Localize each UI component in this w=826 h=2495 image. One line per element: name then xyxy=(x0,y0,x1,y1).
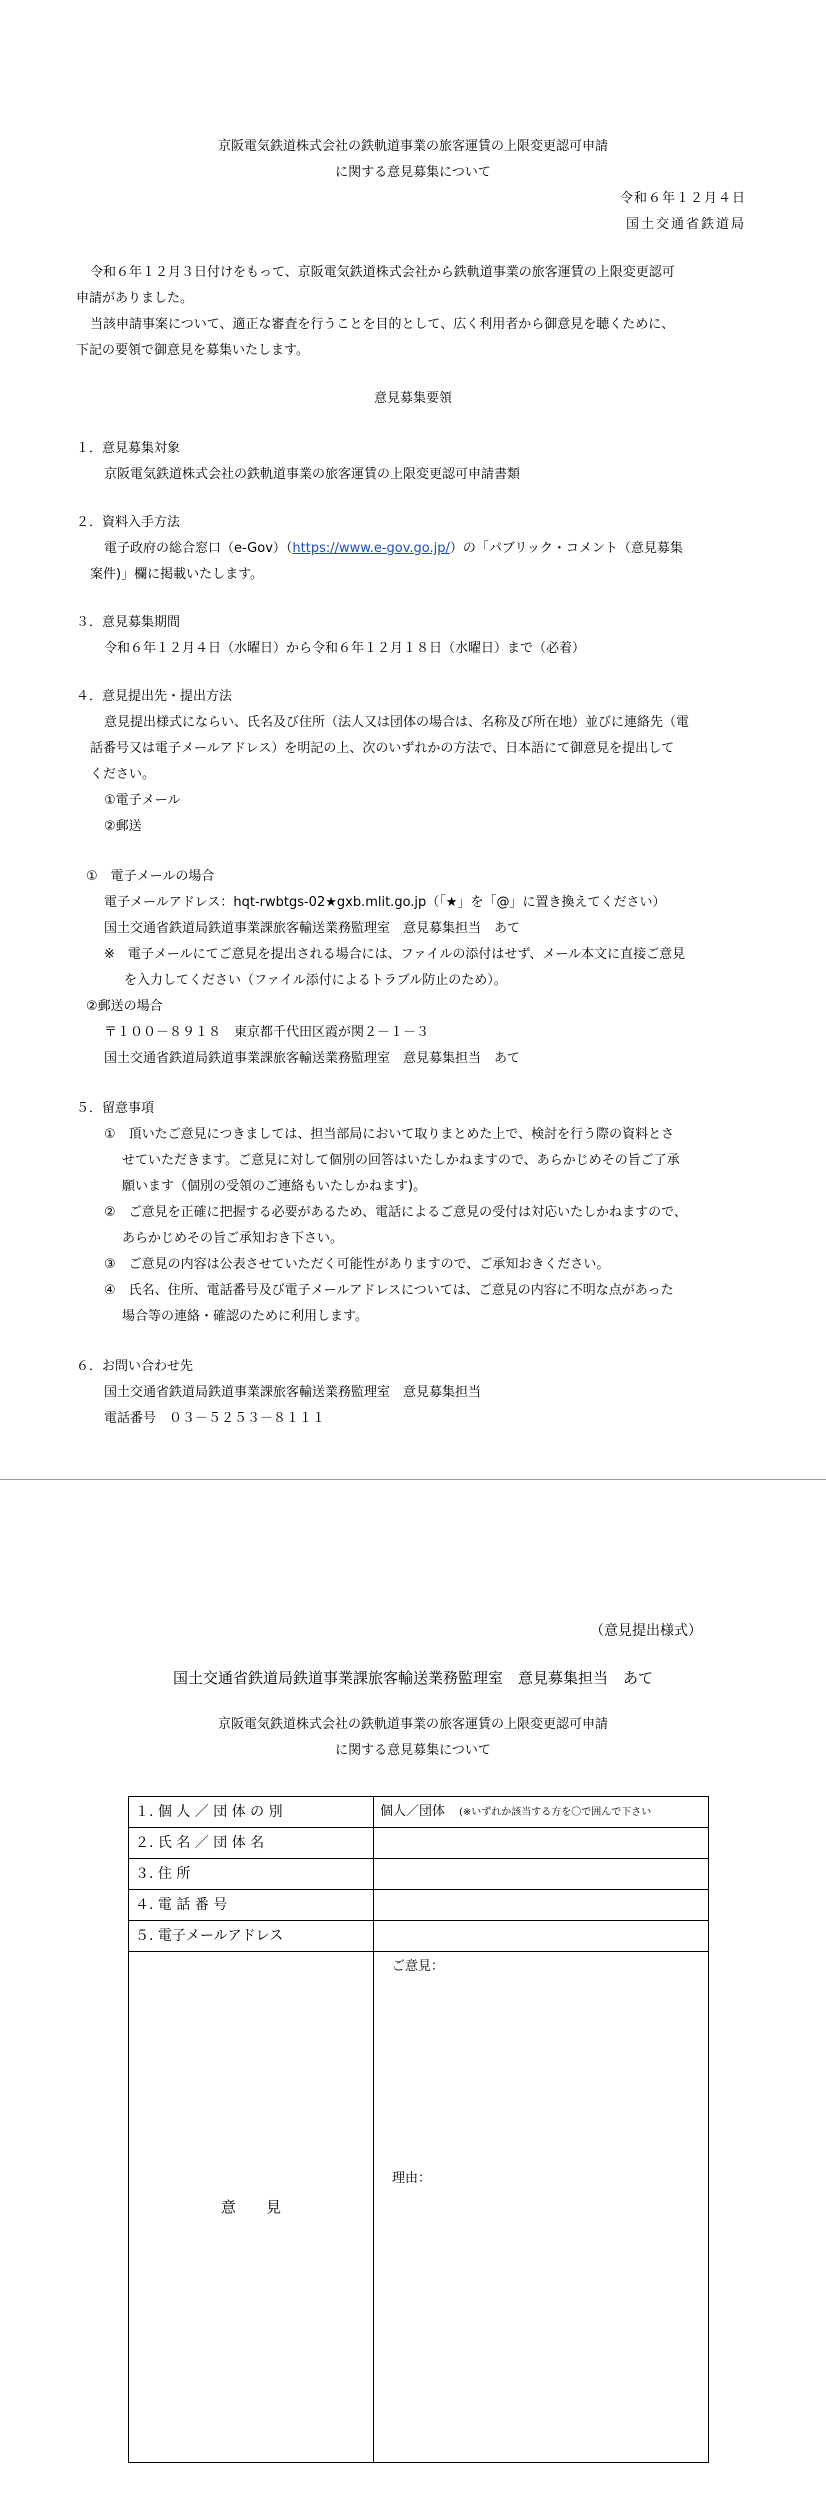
section-1-body: 京阪電気鉄道株式会社の鉄軌道事業の旅客運賃の上限変更認可申請書類 xyxy=(104,467,521,482)
section-4-body-line1: 意見提出様式にならい、氏名及び住所（法人又は団体の場合は、名称及び所在地）並びに連絡先（電 xyxy=(104,715,690,730)
section-2-body-line2: 案件)」欄に掲載いたします。 xyxy=(90,567,264,582)
email-method-title: ① 電子メールの場合 xyxy=(86,869,215,884)
email-note-line2: を入力してください（ファイル添付によるトラブル防止のため）。 xyxy=(124,973,507,988)
form-row-name xyxy=(129,1828,709,1859)
form-field-type[interactable] xyxy=(374,1797,709,1828)
mail-address: 〒１００－８９１８ 東京都千代田区霞が関２－１－３ xyxy=(104,1025,430,1040)
note-1-line1: ① 頂いたご意見につきましては、担当部局において取りまとめた上で、検討を行う際の資料とさ xyxy=(104,1127,675,1142)
circle-instruction-note: (※いずれか該当する方を〇で囲んで下さい xyxy=(459,1807,652,1819)
notice-title-line2: に関する意見募集について xyxy=(335,165,491,180)
section-6-title: ６．お問い合わせ先 xyxy=(76,1359,194,1374)
form-title-line2: に関する意見募集について xyxy=(335,1743,491,1758)
notice-para2-line1: 当該申請事案について、適正な審査を行うことを目的として、広く利用者から御意見を聴くために、 xyxy=(90,317,675,332)
form-row-address xyxy=(129,1859,709,1890)
form-field-name[interactable] xyxy=(374,1828,709,1859)
note-1-line2: せていただきます。ご意見に対して個別の回答はいたしかねますので、あらかじめその旨ご了承 xyxy=(122,1153,680,1168)
form-field-phone[interactable] xyxy=(374,1890,709,1921)
mail-method-title: ②郵送の場合 xyxy=(86,999,163,1014)
note-3: ③ ご意見の内容は公表させていただく可能性がありますので、ご承知おきください。 xyxy=(104,1257,610,1272)
form-title-line1: 京阪電気鉄道株式会社の鉄軌道事業の旅客運賃の上限変更認可申請 xyxy=(217,1717,608,1732)
section-2-text-a: 電子政府の総合窓口（e-Gov）（ xyxy=(104,541,293,556)
section-4-title: ４．意見提出先・提出方法 xyxy=(76,689,233,704)
notice-title-line1: 京阪電気鉄道株式会社の鉄軌道事業の旅客運賃の上限変更認可申請 xyxy=(217,139,608,154)
section-4-option-mail: ②郵送 xyxy=(104,819,142,834)
note-2-line2: あらかじめその旨ご承知おき下さい。 xyxy=(122,1231,344,1246)
opinion-form-table xyxy=(128,1796,709,2463)
note-4-line2: 場合等の連絡・確認のために利用します。 xyxy=(122,1309,368,1324)
form-label-address xyxy=(129,1859,374,1890)
form-row-opinion xyxy=(129,1952,709,2463)
note-1-line3: 願います（個別の受領のご連絡もいたしかねます)。 xyxy=(122,1179,427,1194)
section-heading: 意見募集要領 xyxy=(373,391,452,406)
notice-para1-line2: 申請がありました。 xyxy=(76,291,194,306)
form-label-email: ５. 電子メールアドレス xyxy=(129,1921,374,1952)
contact-phone: 電話番号 ０３－５２５３－８１１１ xyxy=(104,1411,326,1426)
form-label-type: １. 個 人 ／ 団 体 の 別 xyxy=(129,1797,374,1828)
email-destination: 国土交通省鉄道局鉄道事業課旅客輸送業務監理室 意見募集担当 あて xyxy=(104,921,521,936)
note-2-line1: ② ご意見を正確に把握する必要があるため、電話によるご意見の受付は対応いたしかねますので、 xyxy=(104,1205,687,1220)
mail-destination: 国土交通省鉄道局鉄道事業課旅客輸送業務監理室 意見募集担当 あて xyxy=(104,1051,521,1066)
form-field-email[interactable] xyxy=(374,1921,709,1952)
email-address-line: 電子メールアドレス：hqt-rwbtgs-02★gxb.mlit.go.jp（「★」を「@」に置き換えてください） xyxy=(104,895,666,910)
form-row-phone xyxy=(129,1890,709,1921)
notice-para2-line2: 下記の要領で御意見を募集いたします。 xyxy=(76,343,309,358)
form-label-name: ２. 氏 名 ／ 団 体 名 xyxy=(129,1828,374,1859)
section-5-title: ５．留意事項 xyxy=(76,1101,155,1116)
reason-prompt: 理由： xyxy=(392,2171,432,2186)
notice-para1-line1: 令和６年１２月３日付けをもって、京阪電気鉄道株式会社から鉄軌道事業の旅客運賃の上限変更認可 xyxy=(90,265,675,280)
contact-office: 国土交通省鉄道局鉄道事業課旅客輸送業務監理室 意見募集担当 xyxy=(104,1385,482,1400)
form-label-phone: ４. 電 話 番 号 xyxy=(129,1890,374,1921)
notice-date: 令和６年１２月４日 xyxy=(619,191,746,206)
form-label-opinion: 意 見 xyxy=(129,1952,374,2463)
section-2-title: ２．資料入手方法 xyxy=(76,515,181,530)
section-2-body-line1 xyxy=(104,540,683,558)
notice-issuer: 国土交通省鉄道局 xyxy=(625,217,746,232)
form-field-address[interactable] xyxy=(374,1859,709,1890)
section-4-option-email: ①電子メール xyxy=(104,793,181,808)
page-separator xyxy=(0,1479,826,1480)
egov-link[interactable]: https://www.e-gov.go.jp/ xyxy=(292,541,450,556)
form-label-address-text: ３. 住 所 xyxy=(135,1865,191,1882)
form-addressee: 国土交通省鉄道局鉄道事業課旅客輸送業務監理室 意見募集担当 あて xyxy=(172,1669,653,1687)
section-4-body-line2: 話番号又は電子メールアドレス）を明記の上、次のいずれかの方法で、日本語にて御意見を提出して xyxy=(90,741,675,756)
form-row-email xyxy=(129,1921,709,1952)
email-note-line1: ※ 電子メールにてご意見を提出される場合には、ファイルの添付はせず、メール本文に直接ご意見 xyxy=(104,947,686,962)
form-style-label: （意見提出様式） xyxy=(590,1623,702,1639)
section-3-title: ３．意見募集期間 xyxy=(76,615,181,630)
note-4-line1: ④ 氏名、住所、電話番号及び電子メールアドレスについては、ご意見の内容に不明な点があった xyxy=(104,1283,674,1298)
individual-or-group-value: 個人／団体 xyxy=(380,1804,446,1820)
section-2-text-b: ）の「パブリック・コメント（意見募集 xyxy=(449,541,683,556)
section-3-body: 令和６年１２月４日（水曜日）から令和６年１２月１８日（水曜日）まで（必着） xyxy=(104,641,586,656)
section-1-title: １．意見募集対象 xyxy=(76,441,181,456)
section-4-body-line3: ください。 xyxy=(90,767,156,782)
form-field-opinion[interactable] xyxy=(374,1952,709,2463)
form-row-type xyxy=(129,1797,709,1828)
opinion-prompt: ご意見： xyxy=(392,1959,445,1974)
